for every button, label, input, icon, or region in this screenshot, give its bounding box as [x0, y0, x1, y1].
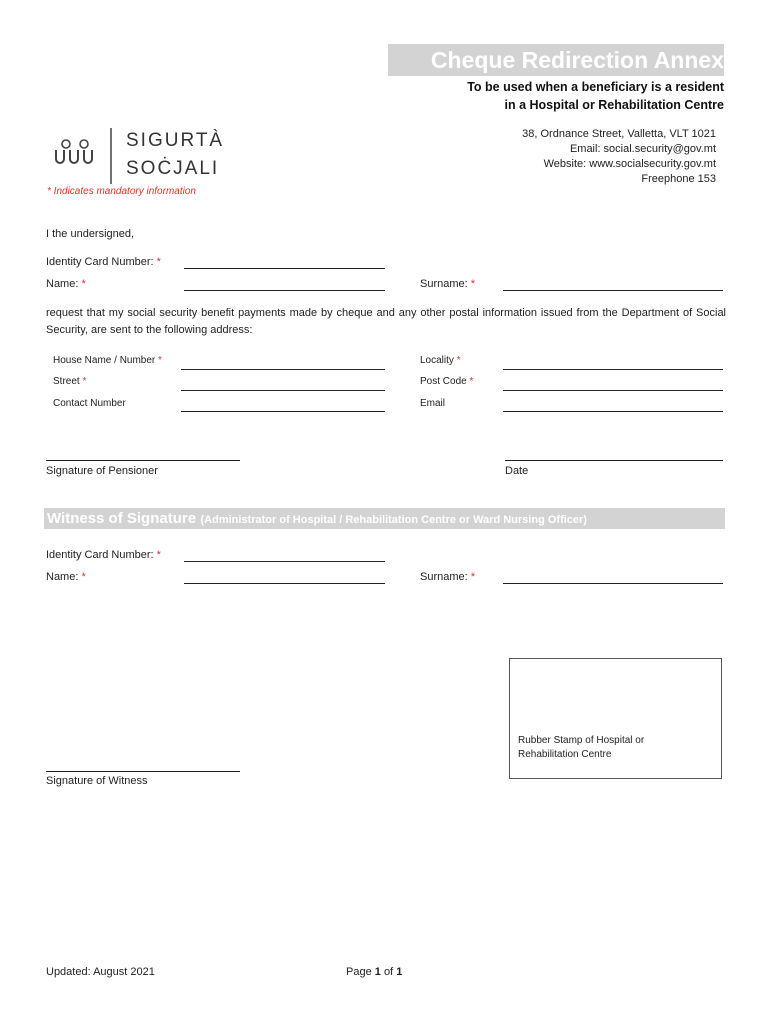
email-label: Email [420, 398, 446, 409]
witness-section-header [44, 508, 725, 529]
page-total: 1 [396, 966, 403, 978]
footer-updated: Updated: August 2021 [46, 966, 155, 978]
page-number [346, 966, 402, 978]
witness-surname-label-text: Surname: [420, 571, 468, 583]
page-current: 1 [374, 966, 381, 978]
witness-signature-label: Signature of Witness [46, 775, 148, 787]
locality-label [420, 355, 461, 366]
date-line[interactable] [505, 460, 723, 461]
house-label [53, 355, 162, 366]
name-label-text: Name: [46, 278, 79, 290]
witness-section-title: Witness of Signature [47, 510, 197, 527]
date-label: Date [505, 465, 529, 477]
contact-number-label: Contact Number [53, 398, 126, 409]
mandatory-note: * Indicates mandatory information [47, 186, 196, 197]
contact-phone: Freephone 153 [641, 173, 716, 185]
pensioner-signature-line[interactable] [46, 460, 240, 461]
required-star: * [470, 278, 476, 290]
witness-surname-field[interactable] [503, 583, 723, 584]
request-text: request that my social security benefit payments made by cheque and any other postal information issued from the Department of Social Security, are sent to the following address: [46, 307, 726, 336]
required-star: * [470, 571, 476, 583]
locality-label-text: Locality [420, 355, 454, 366]
logo-text-line1: SIGURTÀ [126, 130, 225, 151]
witness-surname-label [420, 571, 475, 583]
surname-label [420, 278, 475, 290]
rubber-stamp-box[interactable] [509, 658, 722, 779]
required-star: * [81, 278, 86, 290]
required-star: * [81, 571, 86, 583]
house-label-text: House Name / Number [53, 355, 156, 366]
witness-section-subtitle: (Administrator of Hospital / Rehabilitation Centre or Ward Nursing Officer) [200, 514, 587, 526]
contact-number-field[interactable] [181, 411, 385, 412]
page-prefix: Page [346, 966, 372, 978]
contact-website: Website: www.socialsecurity.gov.mt [543, 158, 716, 170]
surname-field[interactable] [503, 290, 723, 291]
id-card-label [46, 256, 161, 268]
name-field[interactable] [184, 290, 385, 291]
email-field[interactable] [503, 411, 723, 412]
house-field[interactable] [181, 369, 385, 370]
post-code-field[interactable] [503, 390, 723, 391]
contact-email: Email: social.security@gov.mt [569, 143, 716, 155]
required-star: * [456, 355, 461, 366]
stamp-label-line1: Rubber Stamp of Hospital or [518, 735, 645, 746]
subtitle-line2: in a Hospital or Rehabilitation Centre [504, 98, 724, 112]
name-label [46, 278, 86, 290]
witness-id-card-field[interactable] [184, 561, 385, 562]
witness-id-card-label [46, 549, 161, 561]
witness-name-label [46, 571, 86, 583]
surname-label-text: Surname: [420, 278, 468, 290]
required-star: * [469, 376, 474, 387]
required-star: * [156, 256, 161, 268]
id-card-field[interactable] [184, 268, 385, 269]
street-field[interactable] [181, 390, 385, 391]
id-card-label-text: Identity Card Number: [46, 256, 154, 268]
stamp-label-line2: Rehabilitation Centre [518, 749, 612, 760]
witness-name-field[interactable] [184, 583, 385, 584]
required-star: * [156, 549, 161, 561]
street-label-text: Street [53, 376, 80, 387]
witness-name-label-text: Name: [46, 571, 79, 583]
post-code-label [420, 376, 473, 387]
page-title: Cheque Redirection Annex [388, 44, 724, 76]
post-code-label-text: Post Code [420, 376, 467, 387]
page-of: of [383, 966, 394, 978]
witness-id-card-label-text: Identity Card Number: [46, 549, 154, 561]
street-label [53, 376, 86, 387]
locality-field[interactable] [503, 369, 723, 370]
logo-text-line2: SOĊJALI [126, 158, 220, 179]
contact-address: 38, Ordnance Street, Valletta, VLT 1021 [522, 128, 716, 140]
intro-text: I the undersigned, [46, 228, 135, 240]
subtitle-line1: To be used when a beneficiary is a resident [467, 80, 724, 94]
pensioner-signature-label: Signature of Pensioner [46, 465, 158, 477]
required-star: * [82, 376, 87, 387]
required-star: * [158, 355, 162, 366]
witness-signature-line[interactable] [46, 771, 240, 772]
sigurta-socjali-logo [48, 128, 223, 186]
logo-mark-icon [48, 128, 118, 186]
